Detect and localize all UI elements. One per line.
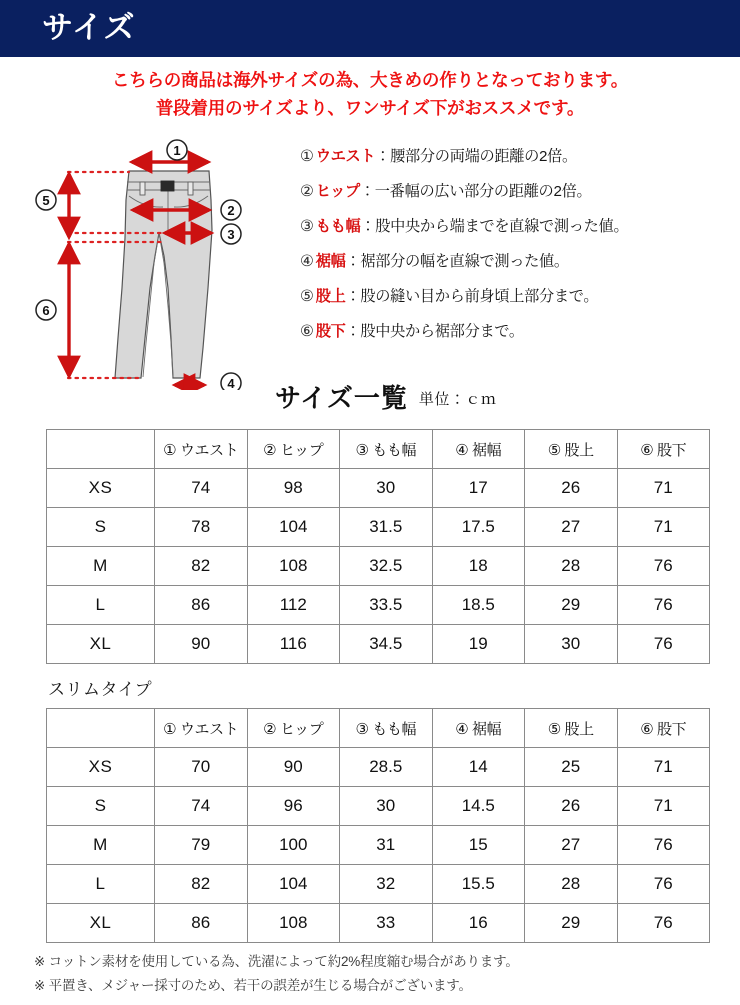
cell-waist: 78 xyxy=(155,508,248,547)
table-row xyxy=(47,826,710,865)
diagram-marker-6 xyxy=(36,300,56,320)
cell-size: L xyxy=(47,586,155,625)
table-row xyxy=(47,586,710,625)
cell-hem: 18.5 xyxy=(432,586,525,625)
cell-hem: 15.5 xyxy=(432,865,525,904)
cell-rise: 26 xyxy=(525,469,618,508)
cell-size: L xyxy=(47,865,155,904)
cell-inseam: 71 xyxy=(617,508,710,547)
cell-hem: 15 xyxy=(432,826,525,865)
col-header-hip: ② ヒップ xyxy=(247,430,340,469)
cell-hem: 14 xyxy=(432,748,525,787)
cell-hip: 90 xyxy=(247,748,340,787)
legend-number: ② xyxy=(300,183,314,200)
cell-waist: 82 xyxy=(155,547,248,586)
cell-thigh: 32.5 xyxy=(340,547,433,586)
slim-type-label: スリムタイプ xyxy=(48,680,153,699)
cell-thigh: 28.5 xyxy=(340,748,433,787)
size-notice xyxy=(0,66,740,122)
cell-size: S xyxy=(47,508,155,547)
legend-number: ③ xyxy=(300,218,314,235)
size-table-slim xyxy=(46,708,710,943)
cell-waist: 82 xyxy=(155,865,248,904)
size-notice-line-2: 普段着用のサイズより、ワンサイズ下がおススメです。 xyxy=(155,98,585,118)
cell-size: XS xyxy=(47,748,155,787)
cell-inseam: 71 xyxy=(617,469,710,508)
cell-inseam: 76 xyxy=(617,904,710,943)
svg-text:2: 2 xyxy=(227,203,235,218)
diagram-marker-2 xyxy=(221,200,241,220)
cell-hip: 108 xyxy=(247,904,340,943)
page-header-banner xyxy=(0,0,740,57)
legend-number: ① xyxy=(300,148,314,165)
cell-rise: 26 xyxy=(525,787,618,826)
cell-waist: 90 xyxy=(155,625,248,664)
table-header-row xyxy=(47,430,710,469)
cell-rise: 27 xyxy=(525,826,618,865)
cell-rise: 28 xyxy=(525,547,618,586)
cell-hem: 17 xyxy=(432,469,525,508)
cell-hip: 104 xyxy=(247,865,340,904)
cell-rise: 29 xyxy=(525,586,618,625)
table-row xyxy=(47,508,710,547)
legend-number: ④ xyxy=(300,253,314,270)
col-header-rise: ⑤ 股上 xyxy=(525,709,618,748)
cell-waist: 86 xyxy=(155,586,248,625)
legend-term: ヒップ xyxy=(315,183,360,200)
table-row xyxy=(47,625,710,664)
page-title: サイズ xyxy=(42,10,136,45)
cell-waist: 70 xyxy=(155,748,248,787)
cell-hem: 18 xyxy=(432,547,525,586)
cell-thigh: 30 xyxy=(340,469,433,508)
size-table-regular xyxy=(46,429,710,664)
legend-description: ：腰部分の両端の距離の2倍。 xyxy=(375,148,577,165)
table-row xyxy=(47,547,710,586)
cell-hip: 100 xyxy=(247,826,340,865)
footnote-1: ※ コットン素材を使用している為、洗濯によって約2%程度縮む場合があります。 xyxy=(34,954,519,969)
legend-term: もも幅 xyxy=(315,218,361,235)
cell-size: XL xyxy=(47,904,155,943)
table-row xyxy=(47,787,710,826)
cell-rise: 27 xyxy=(525,508,618,547)
cell-thigh: 33 xyxy=(340,904,433,943)
col-header-hip: ② ヒップ xyxy=(247,709,340,748)
size-list-unit: 単位：ｃｍ xyxy=(418,391,497,408)
table-row xyxy=(47,748,710,787)
measurement-legend xyxy=(300,148,736,358)
cell-hip: 108 xyxy=(247,547,340,586)
svg-text:4: 4 xyxy=(227,376,235,390)
cell-inseam: 76 xyxy=(617,625,710,664)
col-header-hem: ④ 裾幅 xyxy=(432,430,525,469)
svg-text:6: 6 xyxy=(42,303,50,318)
table-header-row xyxy=(47,709,710,748)
svg-text:5: 5 xyxy=(42,193,50,208)
cell-hip: 96 xyxy=(247,787,340,826)
cell-rise: 28 xyxy=(525,865,618,904)
cell-waist: 79 xyxy=(155,826,248,865)
col-header-waist: ① ウエスト xyxy=(155,709,248,748)
diagram-marker-1 xyxy=(167,140,187,160)
cell-size: M xyxy=(47,547,155,586)
legend-description: ：股の縫い目から前身頃上部分まで。 xyxy=(345,288,599,305)
table-row xyxy=(47,904,710,943)
cell-inseam: 76 xyxy=(617,865,710,904)
legend-item-waist xyxy=(300,148,736,183)
pants-measurement-diagram xyxy=(28,138,290,390)
cell-inseam: 76 xyxy=(617,826,710,865)
cell-rise: 30 xyxy=(525,625,618,664)
legend-description: ：裾部分の幅を直線で測った値。 xyxy=(345,253,569,270)
col-header-thigh: ③ もも幅 xyxy=(340,430,433,469)
col-header-thigh: ③ もも幅 xyxy=(340,709,433,748)
cell-waist: 86 xyxy=(155,904,248,943)
cell-hem: 16 xyxy=(432,904,525,943)
cell-size: M xyxy=(47,826,155,865)
legend-description: ：股中央から端までを直線で測った値。 xyxy=(360,218,629,235)
diagram-marker-3 xyxy=(221,224,241,244)
cell-thigh: 30 xyxy=(340,787,433,826)
cell-waist: 74 xyxy=(155,469,248,508)
cell-thigh: 33.5 xyxy=(340,586,433,625)
cell-inseam: 76 xyxy=(617,586,710,625)
size-list-heading xyxy=(275,378,496,415)
cell-rise: 25 xyxy=(525,748,618,787)
legend-term: 裾幅 xyxy=(315,253,346,270)
cell-hip: 112 xyxy=(247,586,340,625)
col-header-hem: ④ 裾幅 xyxy=(432,709,525,748)
cell-inseam: 71 xyxy=(617,787,710,826)
cell-rise: 29 xyxy=(525,904,618,943)
cell-thigh: 32 xyxy=(340,865,433,904)
size-notice-line-1: こちらの商品は海外サイズの為、大きめの作りとなっております。 xyxy=(111,70,629,90)
size-list-title: サイズ一覧 xyxy=(275,383,408,413)
diagram-marker-4 xyxy=(221,373,241,390)
legend-term: ウエスト xyxy=(315,148,376,165)
footnotes xyxy=(34,950,724,998)
col-header-size xyxy=(47,430,155,469)
legend-item-thigh xyxy=(300,218,736,253)
cell-hip: 104 xyxy=(247,508,340,547)
cell-thigh: 31.5 xyxy=(340,508,433,547)
col-header-inseam: ⑥ 股下 xyxy=(617,709,710,748)
svg-text:3: 3 xyxy=(227,227,235,242)
cell-hem: 17.5 xyxy=(432,508,525,547)
col-header-size xyxy=(47,709,155,748)
cell-thigh: 34.5 xyxy=(340,625,433,664)
legend-item-hem xyxy=(300,253,736,288)
col-header-waist: ① ウエスト xyxy=(155,430,248,469)
table-row xyxy=(47,865,710,904)
legend-description: ：股中央から裾部分まで。 xyxy=(345,323,524,340)
cell-hip: 116 xyxy=(247,625,340,664)
legend-description: ：一番幅の広い部分の距離の2倍。 xyxy=(359,183,592,200)
col-header-inseam: ⑥ 股下 xyxy=(617,430,710,469)
footnote-2: ※ 平置き、メジャー採寸のため、若干の誤差が生じる場合がございます。 xyxy=(34,978,472,993)
cell-hem: 14.5 xyxy=(432,787,525,826)
cell-thigh: 31 xyxy=(340,826,433,865)
legend-item-rise xyxy=(300,288,736,323)
col-header-rise: ⑤ 股上 xyxy=(525,430,618,469)
legend-term: 股下 xyxy=(315,323,346,340)
cell-inseam: 76 xyxy=(617,547,710,586)
legend-item-hip xyxy=(300,183,736,218)
legend-term: 股上 xyxy=(315,288,346,305)
cell-size: XS xyxy=(47,469,155,508)
cell-size: XL xyxy=(47,625,155,664)
cell-inseam: 71 xyxy=(617,748,710,787)
svg-text:1: 1 xyxy=(173,143,181,158)
cell-hem: 19 xyxy=(432,625,525,664)
legend-number: ⑥ xyxy=(300,323,314,340)
legend-item-inseam xyxy=(300,323,736,358)
cell-hip: 98 xyxy=(247,469,340,508)
cell-size: S xyxy=(47,787,155,826)
cell-waist: 74 xyxy=(155,787,248,826)
table-row xyxy=(47,469,710,508)
legend-number: ⑤ xyxy=(300,288,314,305)
diagram-marker-5 xyxy=(36,190,56,210)
